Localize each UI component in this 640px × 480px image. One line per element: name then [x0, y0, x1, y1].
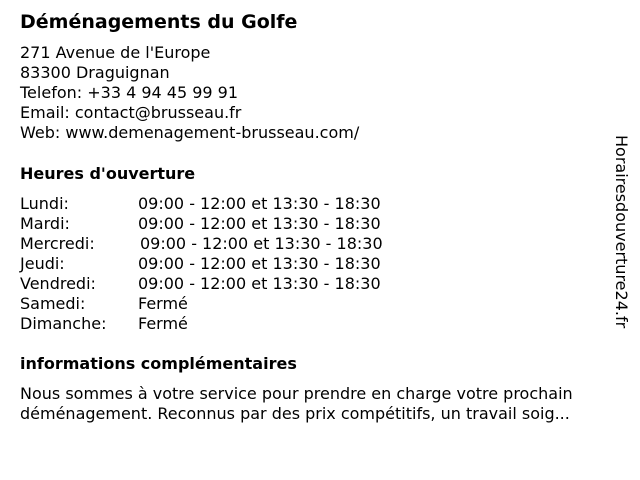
- contact-block: [20, 43, 359, 143]
- day-label: Jeudi:: [20, 254, 65, 273]
- business-name: Déménagements du Golfe: [20, 11, 298, 33]
- day-label: Dimanche:: [20, 314, 107, 333]
- info-line1: Nous sommes à votre service pour prendre en charge votre prochain: [20, 384, 573, 403]
- email: Email: contact@brusseau.fr: [20, 103, 242, 122]
- day-hours: 09:00 - 12:00 et 13:30 - 18:30: [138, 194, 381, 213]
- day-hours: 09:00 - 12:00 et 13:30 - 18:30: [140, 234, 383, 253]
- watermark-text: Horairesdouverture24.fr: [612, 135, 631, 329]
- info-heading: informations complémentaires: [20, 354, 297, 373]
- info-text: [20, 384, 620, 424]
- day-hours: Fermé: [138, 314, 188, 333]
- day-label: Mardi:: [20, 214, 70, 233]
- day-label: Mercredi:: [20, 234, 95, 253]
- day-label: Lundi:: [20, 194, 69, 213]
- day-hours: Fermé: [138, 294, 188, 313]
- address-line1: 271 Avenue de l'Europe: [20, 43, 211, 62]
- phone: Telefon: +33 4 94 45 99 91: [20, 83, 239, 102]
- day-label: Vendredi:: [20, 274, 96, 293]
- day-hours: 09:00 - 12:00 et 13:30 - 18:30: [138, 214, 381, 233]
- info-line2: déménagement. Reconnus par des prix compétitifs, un travail soig...: [20, 404, 570, 423]
- day-hours: 09:00 - 12:00 et 13:30 - 18:30: [138, 254, 381, 273]
- day-hours: 09:00 - 12:00 et 13:30 - 18:30: [138, 274, 381, 293]
- hours-heading: Heures d'ouverture: [20, 164, 196, 183]
- day-label: Samedi:: [20, 294, 86, 313]
- address-line2: 83300 Draguignan: [20, 63, 170, 82]
- website: Web: www.demenagement-brusseau.com/: [20, 123, 360, 142]
